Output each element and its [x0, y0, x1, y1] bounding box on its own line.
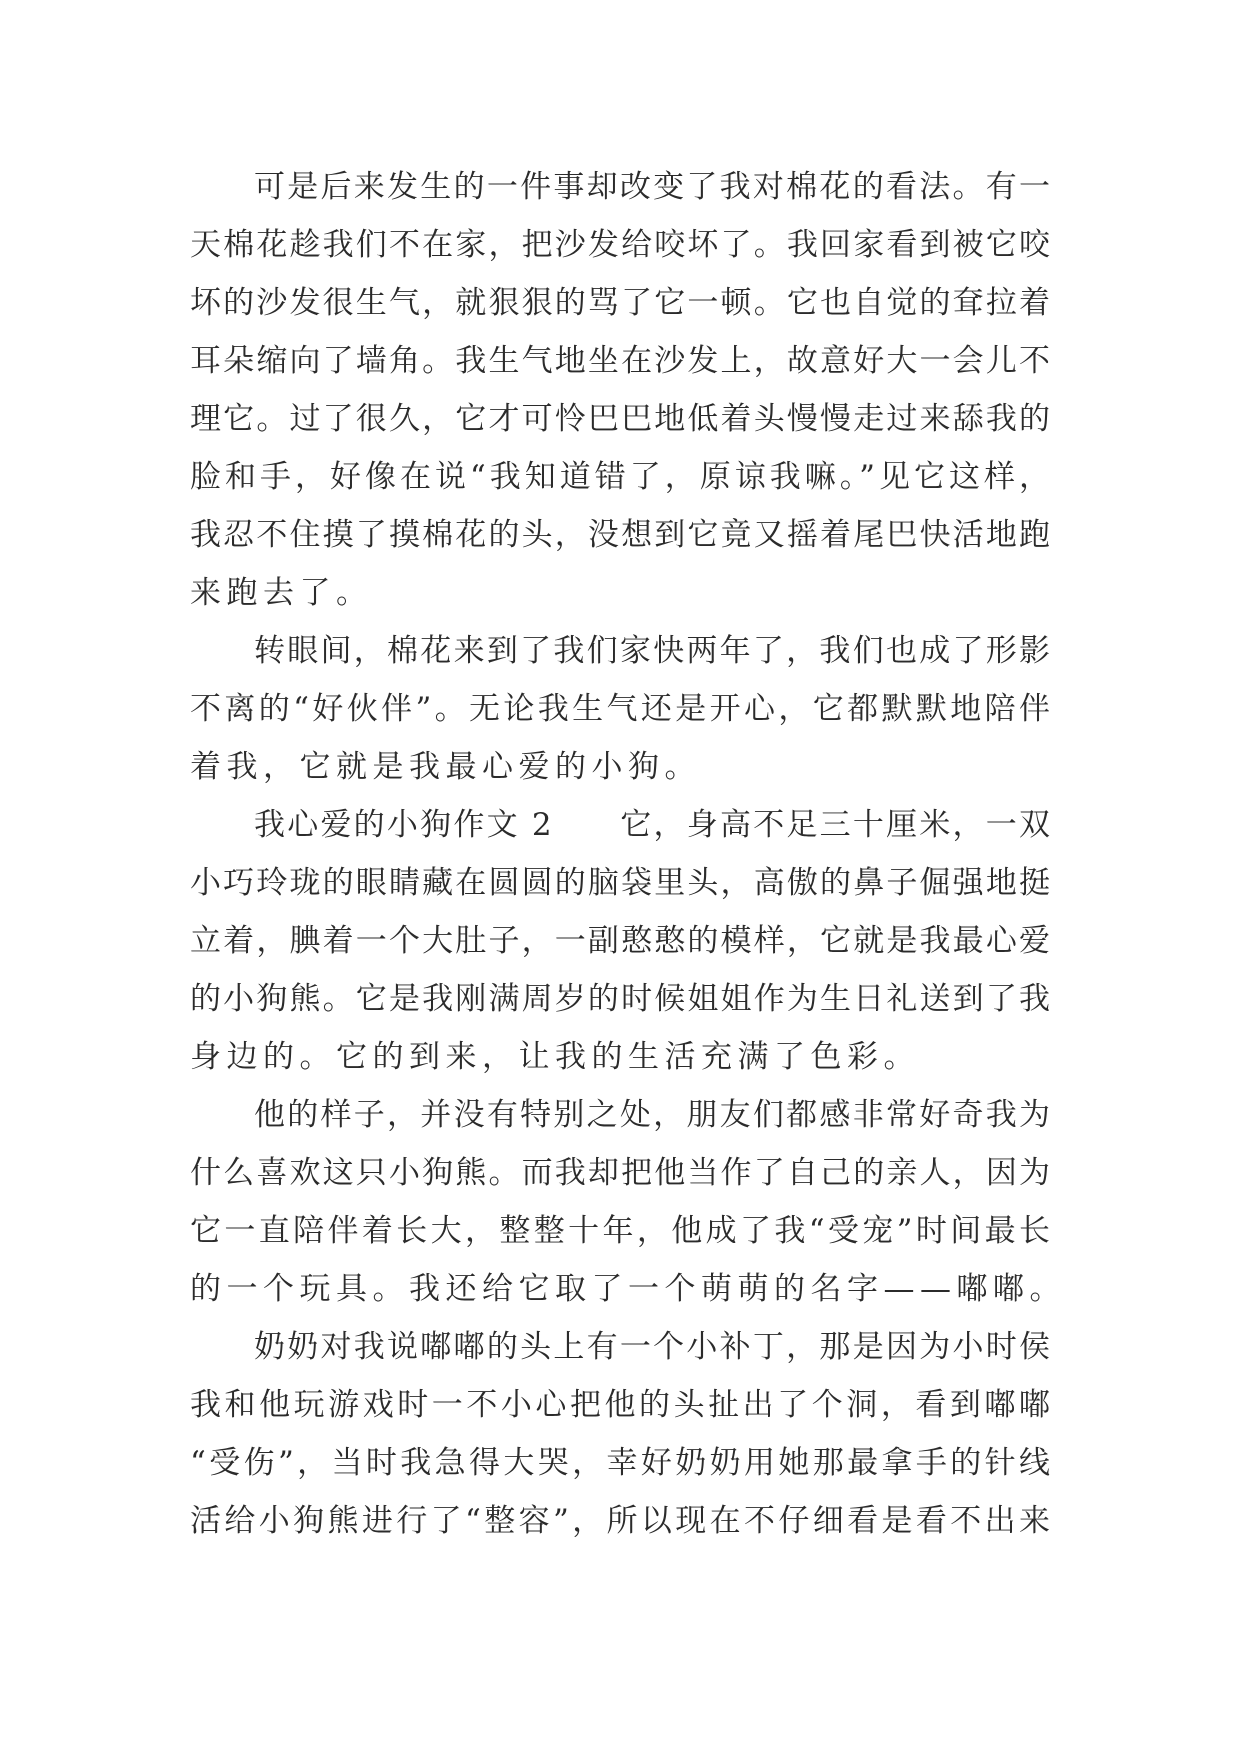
text-line: 脸和手，好像在说“我知道错了，原谅我嘛。”见它这样， [190, 459, 1050, 495]
text-line: 耳朵缩向了墙角。我生气地坐在沙发上，故意好大一会儿不 [190, 343, 1050, 379]
text-line: 着我，它就是我最心爱的小狗。 [190, 749, 701, 785]
text-line: 来跑去了。 [190, 575, 373, 611]
text-line: 身边的。它的到来，让我的生活充满了色彩。 [190, 1039, 920, 1075]
text-line: 奶奶对我说嘟嘟的头上有一个小补丁，那是因为小时侯 [254, 1329, 1050, 1365]
text-line: 坏的沙发很生气，就狠狠的骂了它一顿。它也自觉的耷拉着 [190, 285, 1050, 321]
text-line: 天棉花趁我们不在家，把沙发给咬坏了。我回家看到被它咬 [190, 227, 1050, 263]
paragraph-3 [190, 796, 1050, 1086]
text-line: 理它。过了很久，它才可怜巴巴地低着头慢慢走过来舔我的 [190, 401, 1050, 437]
paragraph-1 [190, 158, 1050, 622]
text-line: 它一直陪伴着长大，整整十年，他成了我“受宠”时间最长 [190, 1213, 1050, 1249]
text-line: 不离的“好伙伴”。无论我生气还是开心，它都默默地陪伴 [190, 691, 1050, 727]
text-line: 我和他玩游戏时一不小心把他的头扯出了个洞，看到嘟嘟 [190, 1387, 1050, 1423]
text-line: 他的样子，并没有特别之处，朋友们都感非常好奇我为 [254, 1097, 1050, 1133]
text-line: 什么喜欢这只小狗熊。而我却把他当作了自己的亲人，因为 [190, 1155, 1050, 1191]
paragraph-4 [190, 1086, 1066, 1318]
text-line: 的小狗熊。它是我刚满周岁的时候姐姐作为生日礼送到了我 [190, 981, 1050, 1017]
text-line: 立着，腆着一个大肚子，一副憨憨的模样，它就是我最心爱 [190, 923, 1050, 959]
text-line: 我忍不住摸了摸棉花的头，没想到它竟又摇着尾巴快活地跑 [190, 517, 1050, 553]
essay-body [190, 158, 1066, 1550]
text-line: 小巧玲珑的眼睛藏在圆圆的脑袋里头，高傲的鼻子倔强地挺 [190, 865, 1050, 901]
text-line: “受伤”，当时我急得大哭，幸好奶奶用她那最拿手的针线 [190, 1445, 1050, 1481]
paragraph-5 [190, 1318, 1050, 1550]
paragraph-2 [190, 622, 1050, 796]
text-line: 的一个玩具。我还给它取了一个萌萌的名字——嘟嘟。 [190, 1271, 1066, 1307]
text-line: 转眼间，棉花来到了我们家快两年了，我们也成了形影 [254, 633, 1050, 669]
text-line: 可是后来发生的一件事却改变了我对棉花的看法。有一 [254, 169, 1050, 205]
text-line: 活给小狗熊进行了“整容”，所以现在不仔细看是看不出来 [190, 1503, 1050, 1539]
text-line: 我心爱的小狗作文 2 它，身高不足三十厘米，一双 [254, 807, 1050, 843]
